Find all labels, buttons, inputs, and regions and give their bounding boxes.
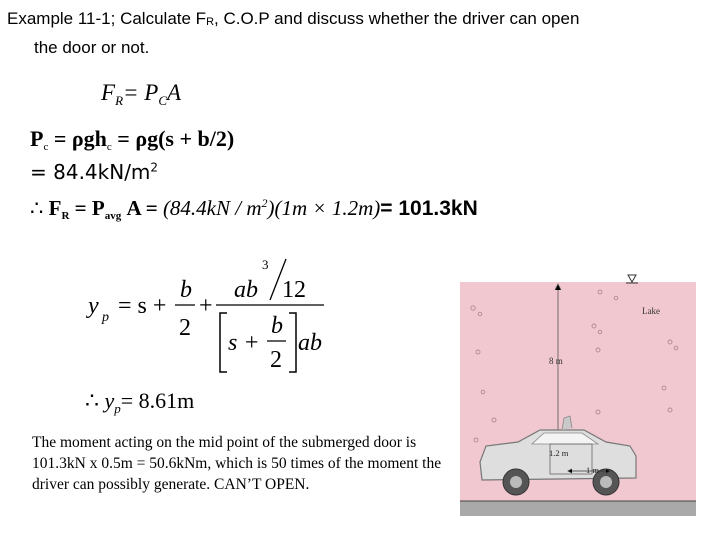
water-surface-icon: [626, 275, 638, 283]
door-height-label: 1.2 m: [549, 448, 569, 458]
equation-resultant-force: ∴ FR = Pavg $A = (84.4kN / m^2)(1m \times 1.2m)= 101.3kN$: [30, 196, 478, 222]
equation-centroid-pressure: Pc = ρghc = ρg(s + b/2): [30, 126, 235, 153]
frac2-left-bracket: [220, 313, 227, 372]
door-width-label: 1 m: [586, 465, 599, 475]
problem-title: Example 11-1; Calculate FR, C.O.P and discuss whether the driver can open the door or not.: [7, 9, 580, 57]
frac1-den: 2: [179, 315, 191, 341]
frac1-num: b: [180, 277, 192, 303]
equation-center-of-pressure: [82, 255, 362, 380]
frac2-den-s: s +: [228, 330, 260, 356]
frac2-den-2: 2: [270, 347, 282, 373]
lake-label: Lake: [642, 306, 660, 316]
yp-lhs-sub: p: [102, 310, 109, 325]
frac2-num-exp: 3: [262, 257, 269, 272]
yp-lhs: y: [88, 293, 99, 319]
depth-label: 8 m: [549, 356, 563, 366]
yp-eq: = s +: [118, 293, 167, 319]
conclusion-paragraph: The moment acting on the mid point of the submerged door is 101.3kN x 0.5m = 50.6kNm, which is 50 times of the moment the driver can possibly generate. CAN’T OPEN.: [32, 434, 442, 493]
equation-pressure-value: = $84.4kN/m^2$: [30, 160, 159, 184]
submerged-car-figure: [458, 270, 698, 518]
ground: [460, 501, 696, 516]
frac2-den-ab: ab: [298, 330, 322, 356]
yp-plus: +: [199, 293, 213, 319]
problem-title-line2: the door or not.: [34, 38, 150, 57]
frac2-num-ab: ab: [234, 277, 258, 303]
frac2-right-bracket: [289, 313, 296, 372]
frac2-num-div: 12: [282, 277, 306, 303]
equation-force-definition: $F_R= P_CA$: [101, 80, 182, 108]
equation-center-of-pressure-result: ∴ $y_p= 8.61m$: [85, 388, 195, 416]
frac2-den-b: b: [271, 313, 283, 339]
